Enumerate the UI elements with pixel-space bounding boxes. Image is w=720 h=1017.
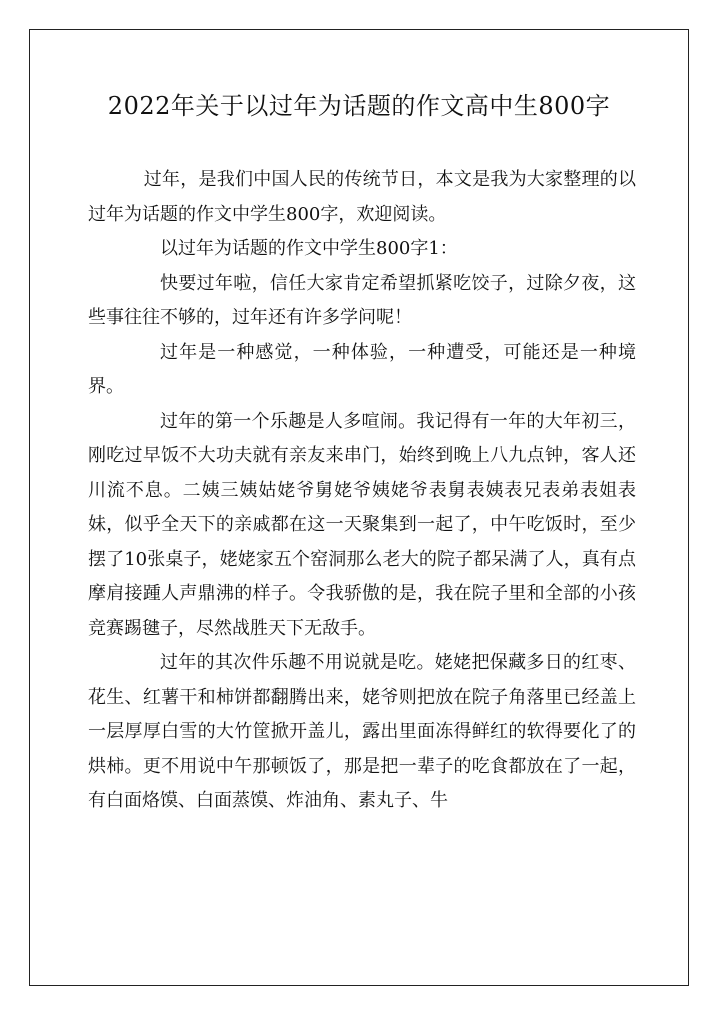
- essay-subheading: 以过年为话题的作文中学生800字1：: [160, 238, 458, 259]
- body-paragraph: 过年的其次件乐趣不用说就是吃。姥姥把保藏多日的红枣、花生、红薯干和柿饼都翻腾出来，姥爷则把放在院子角落里已经盖上一层厚厚白雪的大竹筐掀开盖儿，露出里面冻得鲜红的软得要化了的烘柿。更不用说中午那顿饭了，那是把一辈子的吃食都放在了一起，有白面烙馍、白面蒸馍、炸油角、素丸子、牛: [88, 652, 636, 811]
- document-body: [88, 163, 636, 819]
- document-title: 2022年关于以过年为话题的作文高中生800字: [107, 92, 611, 120]
- intro-paragraph: 过年，是我们中国人民的传统节日，本文是我为大家整理的以过年为话题的作文中学生800字，欢迎阅读。: [88, 169, 636, 225]
- body-paragraph: 过年的第一个乐趣是人多喧闹。我记得有一年的大年初三，刚吃过早饭不大功夫就有亲友来串门，始终到晚上八九点钟，客人还川流不息。二姨三姨姑姥爷舅姥爷姨姥爷表舅表姨表兄表弟表姐表妹，似乎全天下的亲戚都在这一天聚集到一起了，中午吃饭时，至少摆了10张桌子，姥姥家五个窑洞那么老大的院子都呆满了人，真有点摩肩接踵人声鼎沸的样子。令我骄傲的是，我在院子里和全部的小孩竞赛踢毽子，尽然战胜天下无敌手。: [88, 410, 636, 639]
- body-paragraph: 过年是一种感觉，一种体验，一种遭受，可能还是一种境界。: [88, 341, 636, 397]
- body-paragraph: 快要过年啦，信任大家肯定希望抓紧吃饺子，过除夕夜，这些事往往不够的，过年还有许多学问呢！: [88, 272, 636, 328]
